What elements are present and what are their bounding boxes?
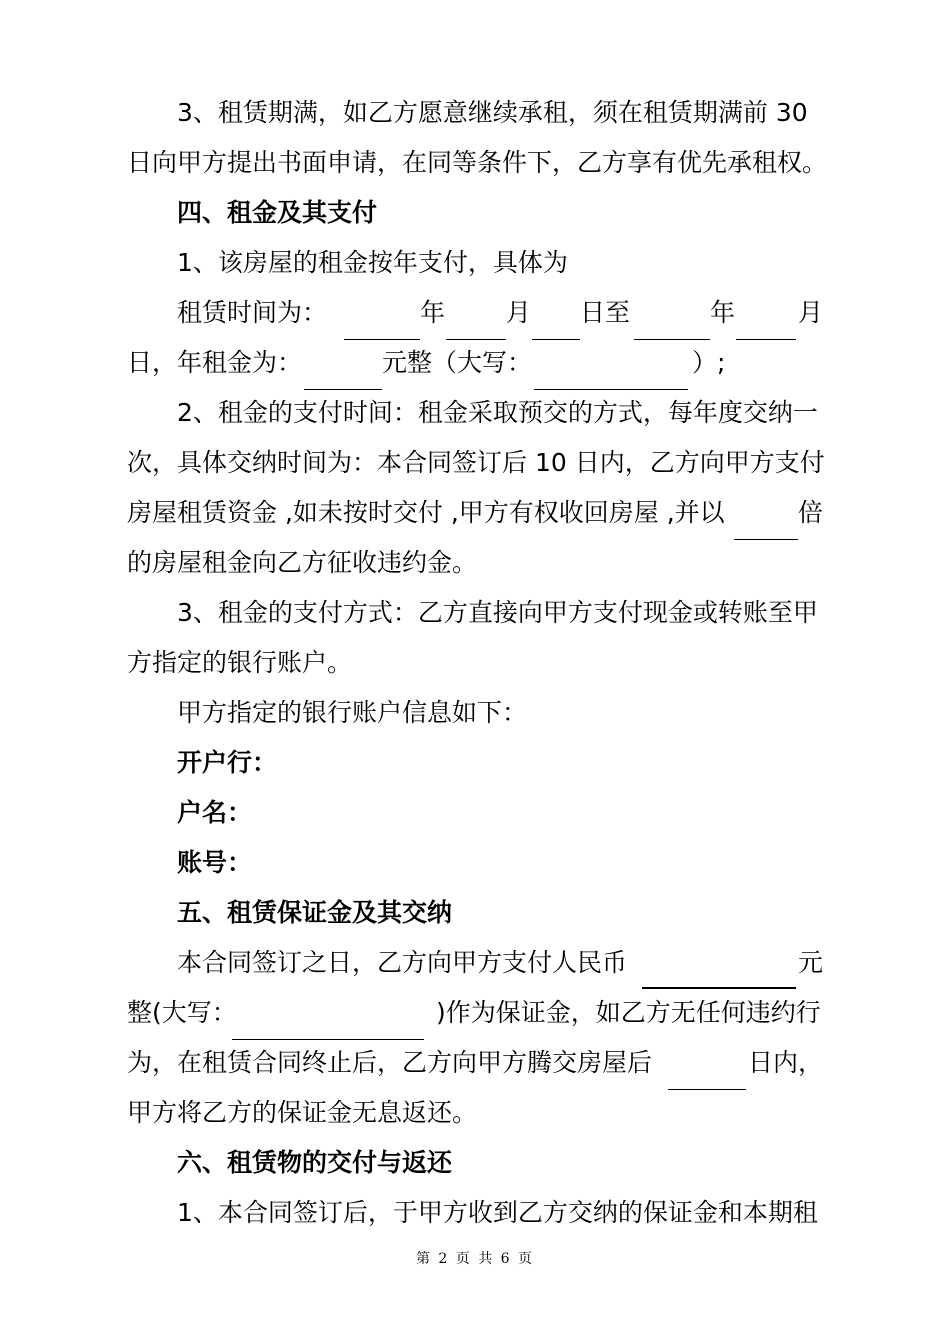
- blank-line: [344, 339, 420, 340]
- days-label: 日内，: [748, 1048, 824, 1077]
- paragraph-line: 方指定的银行账户。: [127, 648, 353, 677]
- paragraph-line: 的房屋租金向乙方征收违约金。: [127, 548, 478, 577]
- day-to-label: 日至: [580, 298, 631, 327]
- paragraph-line: 2、租金的支付时间：租金采取预交的方式，每年度交纳一: [177, 398, 818, 427]
- yuan-label: 元: [798, 948, 824, 977]
- blank-line: [534, 389, 688, 390]
- paragraph-line: 1、该房屋的租金按年支付，具体为: [177, 248, 568, 277]
- yuan-capital-label: 元整（大写：: [382, 348, 533, 377]
- account-number-label: 账号：: [177, 848, 253, 877]
- paragraph-line: )作为保证金，如乙方无任何违约行: [436, 998, 821, 1027]
- blank-line: [736, 339, 796, 340]
- blank-line: [668, 1089, 746, 1090]
- blank-line: [532, 339, 580, 340]
- paragraph-line: 甲方将乙方的保证金无息返还。: [127, 1098, 478, 1127]
- blank-line: [734, 539, 798, 540]
- paragraph-line: 为，在租赁合同终止后，乙方向甲方腾交房屋后: [127, 1048, 653, 1077]
- blank-line: [634, 339, 710, 340]
- annual-rent-label: 日，年租金为：: [127, 348, 303, 377]
- paragraph-line: 3、租赁期满，如乙方愿意继续承租，须在租赁期满前 30: [177, 98, 808, 127]
- page-footer: 第 2 页 共 6 页: [415, 1251, 535, 1267]
- paragraph-line: 1、本合同签订后，于甲方收到乙方交纳的保证金和本期租: [177, 1198, 818, 1227]
- paragraph-line: 日向甲方提出书面申请，在同等条件下，乙方享有优先承租权。: [127, 148, 828, 177]
- times-label: 倍: [798, 498, 824, 527]
- bank-label: 开户行：: [177, 748, 278, 777]
- paragraph-line: 3、租金的支付方式：乙方直接向甲方支付现金或转账至甲: [177, 598, 818, 627]
- blank-line: [232, 1039, 424, 1040]
- paragraph-line: 房屋租赁资金 ,如未按时交付 ,甲方有权收回房屋 ,并以: [127, 498, 725, 527]
- closing-paren: ）;: [692, 348, 726, 377]
- blank-line: [642, 987, 796, 989]
- month-label: 月: [506, 298, 532, 327]
- lease-period-label: 租赁时间为：: [177, 298, 328, 327]
- account-name-label: 户名：: [177, 798, 253, 827]
- year-label: 年: [710, 298, 736, 327]
- section-heading-deposit: 五、租赁保证金及其交纳: [177, 898, 453, 927]
- paragraph-line: 甲方指定的银行账户信息如下：: [177, 698, 528, 727]
- blank-line: [446, 339, 506, 340]
- year-label: 年: [420, 298, 446, 327]
- paragraph-line: 次，具体交纳时间为：本合同签订后 10 日内，乙方向甲方支付: [127, 448, 825, 477]
- capital-label: 整(大写：: [127, 998, 237, 1027]
- paragraph-line: 本合同签订之日，乙方向甲方支付人民币: [177, 948, 628, 977]
- month-label: 月: [798, 298, 824, 327]
- blank-line: [304, 389, 382, 390]
- section-heading-delivery: 六、租赁物的交付与返还: [177, 1148, 453, 1177]
- section-heading-rent: 四、租金及其支付: [177, 198, 378, 227]
